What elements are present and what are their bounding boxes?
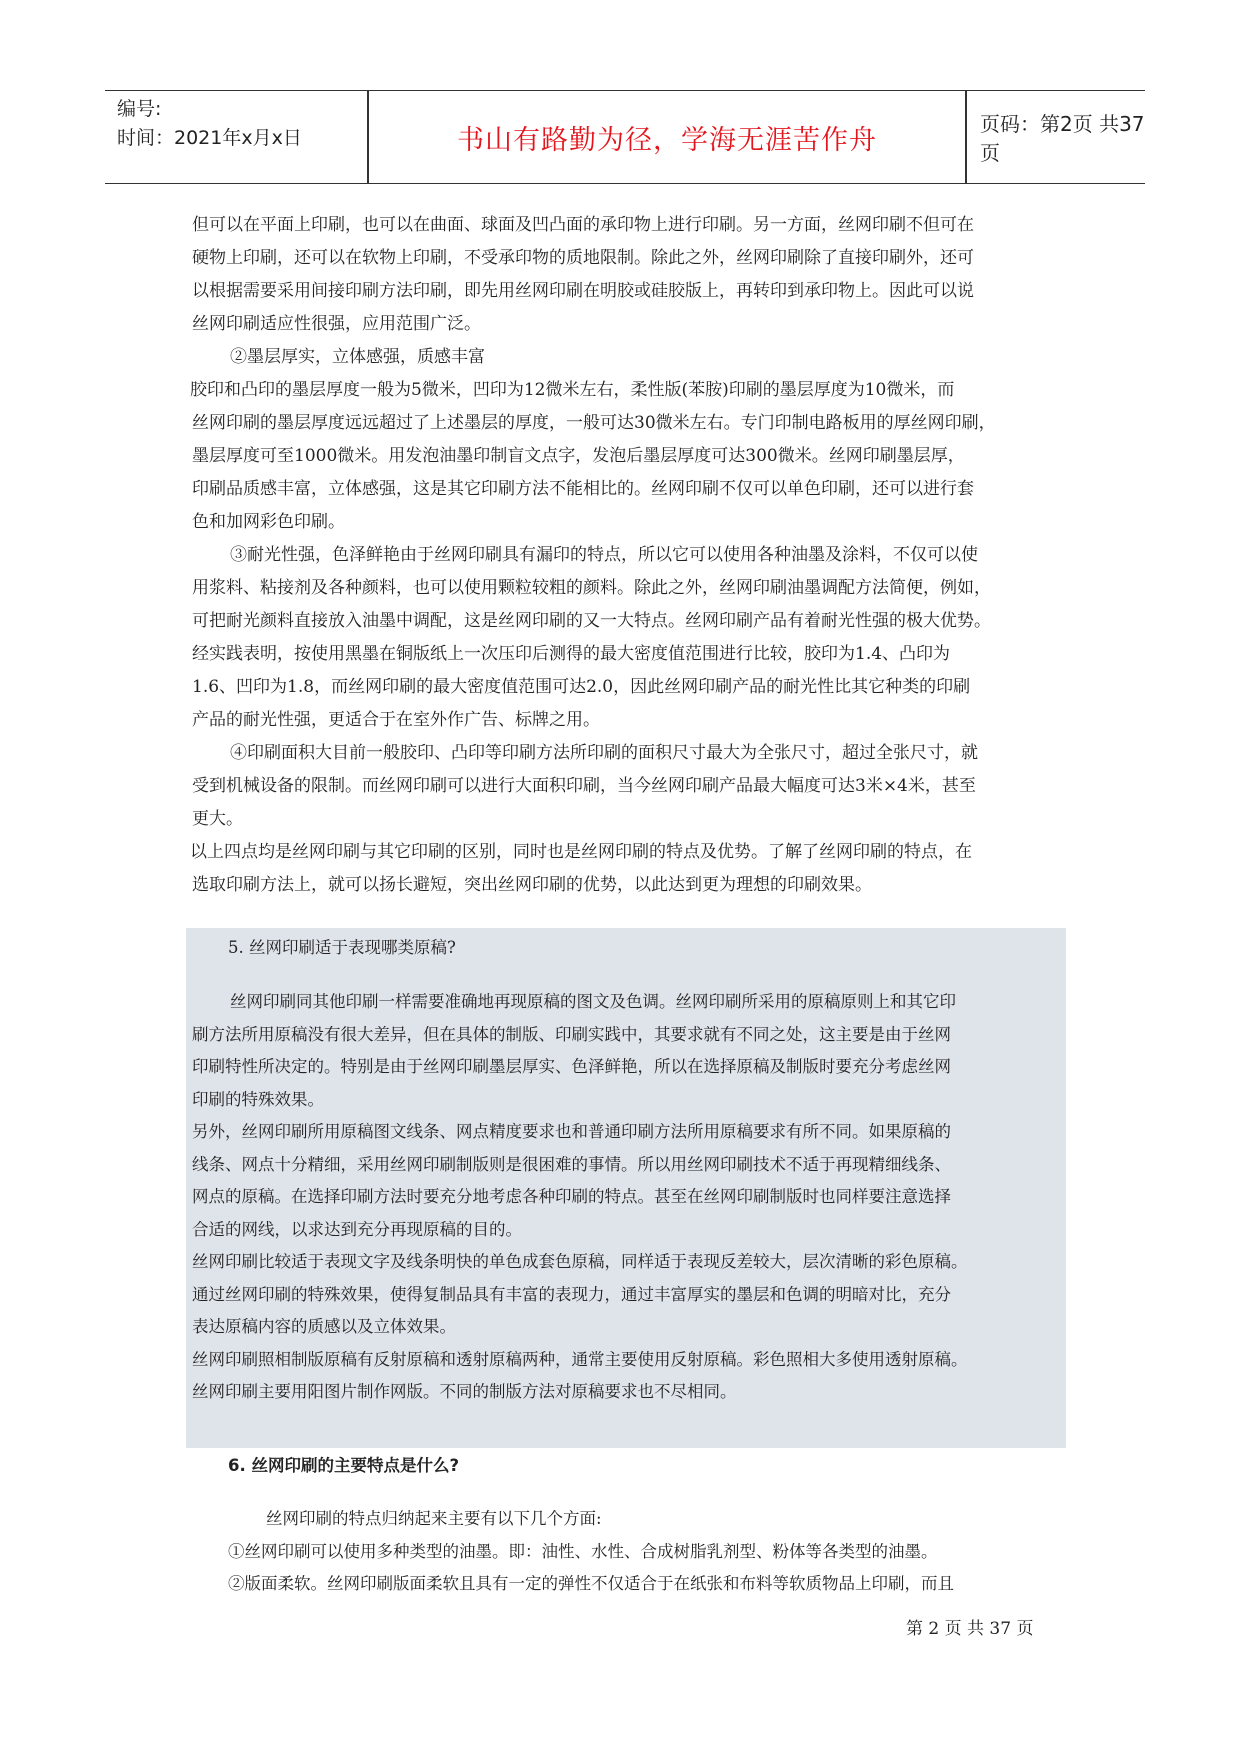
section-5-text	[192, 986, 1072, 1409]
text-line: 选取印刷方法上，就可以扬长避短，突出丝网印刷的优势，以此达到更为理想的印刷效果。	[192, 875, 872, 895]
text-line: 可把耐光颜料直接放入油墨中调配，这是丝网印刷的又一大特点。丝网印刷产品有着耐光性强的极大优势。	[192, 611, 991, 631]
text-line: 合适的网线，以求达到充分再现原稿的目的。	[192, 1219, 522, 1239]
section-6-heading: 6. 丝网印刷的主要特点是什么?	[228, 1456, 460, 1475]
text-line: 以根据需要采用间接印刷方法印刷，即先用丝网印刷在明胶或硅胶版上，再转印到承印物上。因此可以说	[192, 281, 974, 301]
text-line: 产品的耐光性强，更适合于在室外作广告、标牌之用。	[192, 710, 600, 730]
text-line: 刷方法所用原稿没有很大差异，但在具体的制版、印刷实践中，其要求就有不同之处，这主要是由于丝网	[192, 1024, 951, 1044]
text-line: 用浆料、粘接剂及各种颜料，也可以使用颗粒较粗的颜料。除此之外，丝网印刷油墨调配方法简便，例如，	[192, 578, 991, 598]
header-page-label: 页码：第2页 共37页	[980, 112, 1145, 165]
list-item: ②版面柔软。丝网印刷版面柔软且具有一定的弹性不仅适合于在纸张和布料等软质物品上印刷，而且	[228, 1574, 954, 1593]
page-header	[105, 90, 1145, 184]
serial-label: 编号:	[117, 98, 162, 120]
header-motto: 书山有路勤为径，学海无涯苦作舟	[457, 124, 877, 156]
text-line: 网点的原稿。在选择印刷方法时要充分地考虑各种印刷的特点。甚至在丝网印刷制版时也同样要注意选择	[192, 1187, 951, 1206]
text-line: 受到机械设备的限制。而丝网印刷可以进行大面积印刷，当今丝网印刷产品最大幅度可达3米×4米，甚至	[192, 776, 976, 796]
page-footer: 第 2 页 共 37 页	[906, 1619, 1034, 1639]
text-line: 但可以在平面上印刷，也可以在曲面、球面及凹凸面的承印物上进行印刷。另一方面，丝网印刷不但可在	[192, 215, 974, 235]
text-line: ④印刷面积大目前一般胶印、凸印等印刷方法所印刷的面积尺寸最大为全张尺寸，超过全张尺寸，就	[230, 743, 978, 763]
text-line: 另外，丝网印刷所用原稿图文线条、网点精度要求也和普通印刷方法所用原稿要求有所不同。如果原稿的	[192, 1122, 951, 1141]
text-line: 以上四点均是丝网印刷与其它印刷的区别，同时也是丝网印刷的特点及优势。了解了丝网印刷的特点，在	[190, 842, 972, 862]
text-line: 色和加网彩色印刷。	[192, 512, 345, 532]
header-meta	[117, 95, 367, 153]
text-line: 丝网印刷比较适于表现文字及线条明快的单色成套色原稿，同样适于表现反差较大，层次清晰的彩色原稿。	[192, 1252, 968, 1271]
text-line: 经实践表明，按使用黑墨在铜版纸上一次压印后测得的最大密度值范围进行比较，胶印为1.4、凸印为	[192, 644, 951, 664]
section-5-heading: 5. 丝网印刷适于表现哪类原稿?	[228, 938, 456, 957]
text-line: 丝网印刷的墨层厚度远远超过了上述墨层的厚度，一般可达30微米左右。专门印制电路板用的厚丝网印刷，	[192, 413, 996, 433]
text-line: 胶印和凸印的墨层厚度一般为5微米，凹印为12微米左右，柔性版(苯胺)印刷的墨层厚度为10微米，而	[190, 380, 955, 400]
text-line: 印刷品质感丰富，立体感强，这是其它印刷方法不能相比的。丝网印刷不仅可以单色印刷，还可以进行套	[192, 479, 974, 499]
text-line: 丝网印刷同其他印刷一样需要准确地再现原稿的图文及色调。丝网印刷所采用的原稿原则上和其它印	[230, 992, 956, 1011]
text-line: 通过丝网印刷的特殊效果，使得复制品具有丰富的表现力，通过丰富厚实的墨层和色调的明暗对比，充分	[192, 1284, 951, 1304]
text-line: 线条、网点十分精细，采用丝网印刷制版则是很困难的事情。所以用丝网印刷技术不适于再现精细线条、	[192, 1154, 951, 1174]
section-6-text	[228, 1503, 1068, 1601]
text-line: 更大。	[192, 809, 243, 829]
text-line: 1.6、凹印为1.8，而丝网印刷的最大密度值范围可达2.0，因此丝网印刷产品的耐光性比其它种类的印刷	[192, 677, 971, 697]
text-line: 印刷特性所决定的。特别是由于丝网印刷墨层厚实、色泽鲜艳，所以在选择原稿及制版时要充分考虑丝网	[192, 1057, 951, 1076]
text-line: 丝网印刷的特点归纳起来主要有以下几个方面:	[266, 1509, 602, 1528]
text-line: 丝网印刷适应性很强，应用范围广泛。	[192, 314, 481, 334]
text-line: ③耐光性强，色泽鲜艳由于丝网印刷具有漏印的特点，所以它可以使用各种油墨及涂料，不仅可以使	[230, 545, 978, 565]
text-line: 丝网印刷照相制版原稿有反射原稿和透射原稿两种，通常主要使用反射原稿。彩色照相大多使用透射原稿。	[192, 1349, 968, 1369]
text-line: 印刷的特殊效果。	[192, 1089, 324, 1109]
body-text	[192, 209, 1062, 902]
text-line: 丝网印刷主要用阳图片制作网版。不同的制版方法对原稿要求也不尽相同。	[192, 1382, 737, 1401]
time-label: 时间：2021年x月x日	[117, 127, 302, 149]
header-divider	[965, 91, 967, 183]
text-line: 墨层厚度可至1000微米。用发泡油墨印制盲文点字，发泡后墨层厚度可达300微米。丝网印刷墨层厚，	[192, 446, 965, 466]
text-line: 表达原稿内容的质感以及立体效果。	[192, 1317, 456, 1336]
list-item: ①丝网印刷可以使用多种类型的油墨。即：油性、水性、合成树脂乳剂型、粉体等各类型的油墨。	[228, 1541, 938, 1561]
point-title: ②墨层厚实，立体感强，质感丰富	[230, 347, 485, 367]
text-line: 硬物上印刷，还可以在软物上印刷，不受承印物的质地限制。除此之外，丝网印刷除了直接印刷外，还可	[192, 248, 974, 268]
